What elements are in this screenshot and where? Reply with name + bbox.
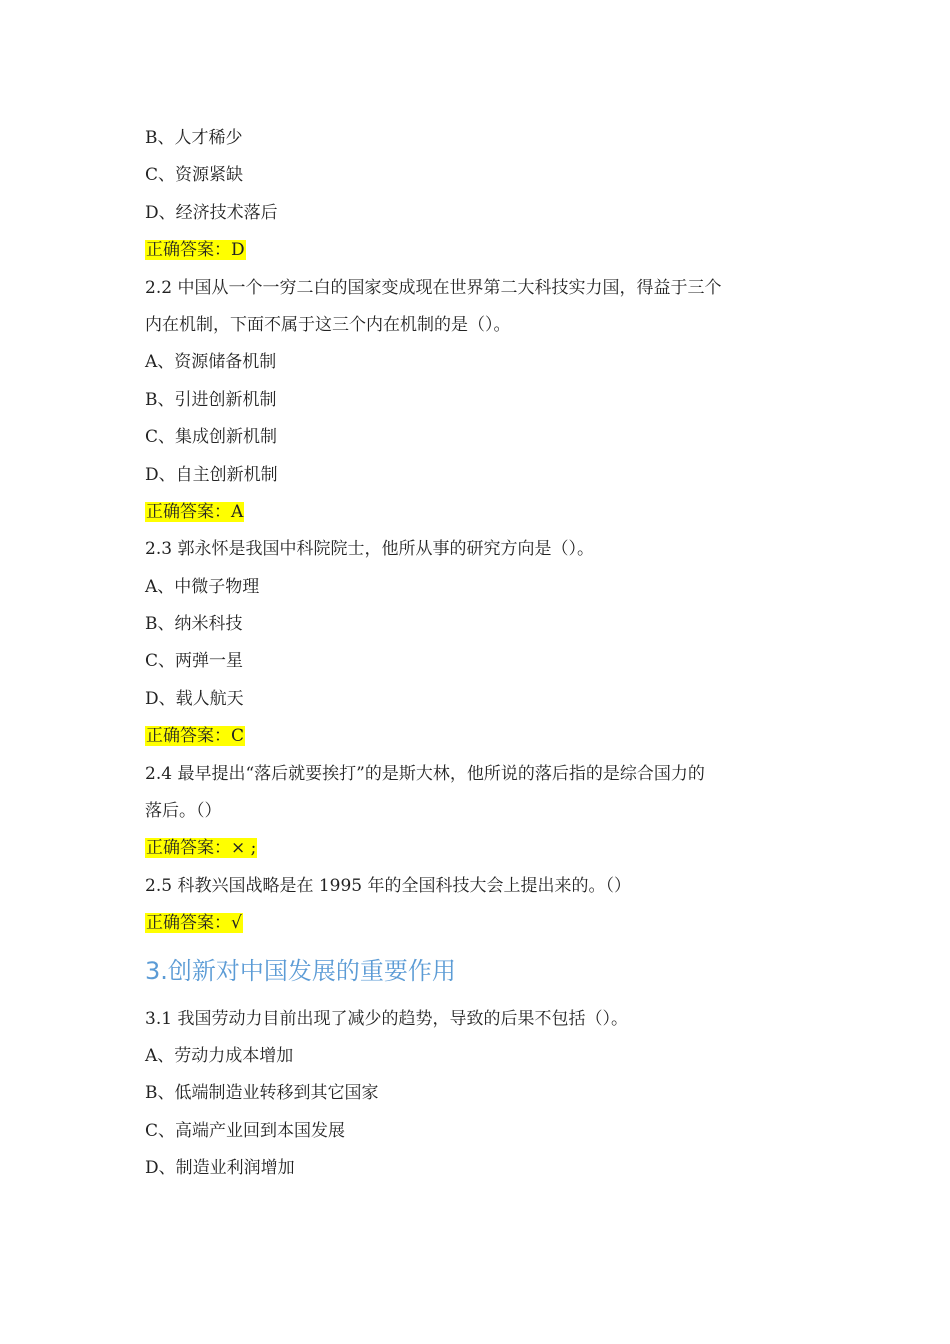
answer-highlight: 正确答案：D [146, 240, 245, 261]
option-b: B、人才稀少 [145, 128, 243, 148]
answer-highlight: 正确答案：A [146, 501, 244, 522]
option-b: B、引进创新机制 [145, 389, 277, 410]
correct-answer [145, 494, 805, 531]
question-stem-continued: 内在机制，下面不属于这三个内在机制的是（）。 [145, 314, 511, 335]
question-stem: 2.4 最早提出“落后就要挨打”的是斯大林，他所说的落后指的是综合国力的 [145, 763, 705, 784]
option-d: D、制造业利润增加 [145, 1158, 295, 1179]
option-c: C、高端产业回到本国发展 [145, 1120, 346, 1141]
option-c: C、两弹一星 [145, 651, 244, 672]
correct-answer [145, 232, 805, 269]
question-stem: 3.1 我国劳动力目前出现了减少的趋势，导致的后果不包括（）。 [145, 1008, 628, 1029]
option-a: A、资源储备机制 [145, 352, 277, 373]
correct-answer [145, 830, 805, 867]
option-b: B、低端制造业转移到其它国家 [145, 1083, 379, 1104]
option-d: D、载人航天 [145, 688, 244, 709]
correct-answer [145, 718, 805, 755]
question-stem: 2.5 科教兴国战略是在 1995 年的全国科技大会上提出来的。（） [145, 875, 632, 896]
answer-highlight: 正确答案：√ [146, 913, 242, 934]
option-b: B、纳米科技 [145, 614, 243, 635]
correct-answer [145, 905, 805, 942]
option-d: D、经济技术落后 [145, 202, 278, 223]
answer-highlight: 正确答案：× ; [146, 838, 257, 859]
option-c: C、资源紧缺 [145, 165, 244, 186]
option-d: D、自主创新机制 [145, 464, 278, 485]
option-c: C、集成创新机制 [145, 427, 278, 448]
option-a: A、劳动力成本增加 [145, 1045, 294, 1066]
question-stem: 2.3 郭永怀是我国中科院院士，他所从事的研究方向是（）。 [145, 539, 594, 560]
document-page [145, 120, 805, 1188]
option-a: A、中微子物理 [145, 576, 260, 597]
question-stem: 2.2 中国从一个一穷二白的国家变成现在世界第二大科技实力国，得益于三个 [145, 277, 722, 298]
answer-highlight: 正确答案：C [146, 726, 245, 747]
section-heading: 3.创新对中国发展的重要作用 [145, 956, 456, 985]
question-stem-continued: 落后。（） [145, 801, 222, 822]
